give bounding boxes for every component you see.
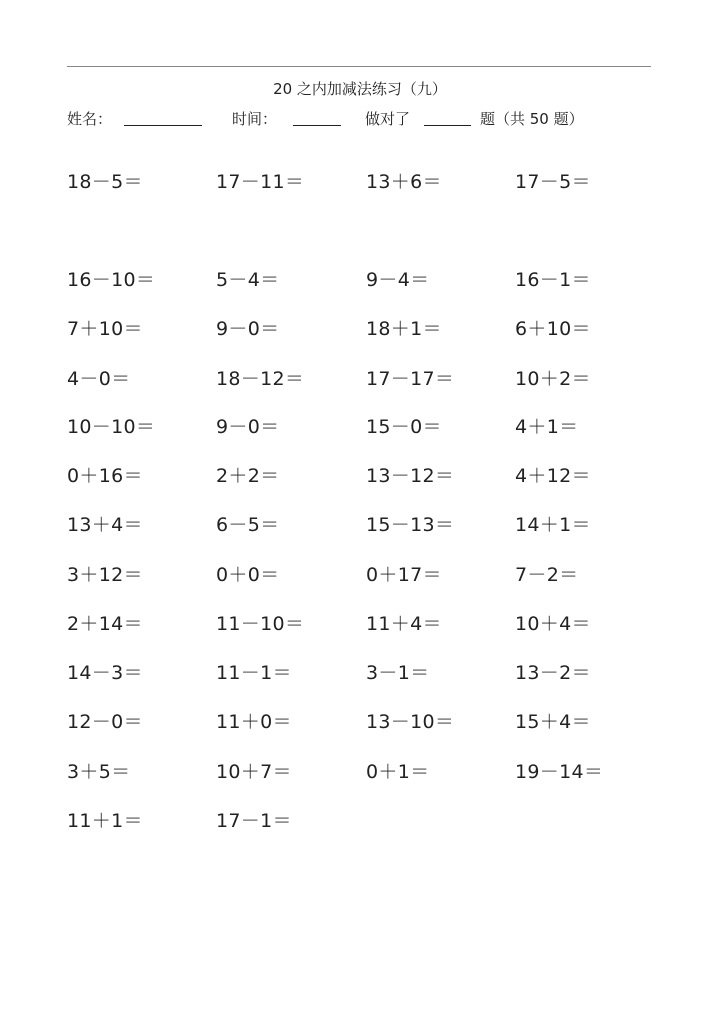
problem-r3-c4: 6＋10＝ [515,318,591,340]
problem-r12-c2: 10＋7＝ [216,761,292,783]
problem-r4-c2: 18－12＝ [216,368,305,390]
problem-r8-c3: 0＋17＝ [366,564,442,586]
problem-r12-c4: 19－14＝ [515,761,604,783]
problem-r8-c1: 3＋12＝ [67,564,143,586]
problem-r1-c4: 17－5＝ [515,171,591,193]
problem-r10-c1: 14－3＝ [67,662,143,684]
problem-r7-c3: 15－13＝ [366,514,455,536]
problem-r12-c1: 3＋5＝ [67,761,131,783]
problem-r11-c3: 13－10＝ [366,711,455,733]
problem-r7-c4: 14＋1＝ [515,514,591,536]
problem-r5-c3: 15－0＝ [366,416,442,438]
problem-r9-c4: 10＋4＝ [515,613,591,635]
problem-r9-c2: 11－10＝ [216,613,305,635]
total-label: 题（共 50 题） [480,110,584,128]
worksheet-title: 20 之内加减法练习（九） [273,80,447,98]
problem-r6-c3: 13－12＝ [366,465,455,487]
problem-r13-c1: 11＋1＝ [67,810,143,832]
problem-r5-c2: 9－0＝ [216,416,280,438]
problem-r8-c4: 7－2＝ [515,564,579,586]
problem-r2-c2: 5－4＝ [216,269,280,291]
problem-r12-c3: 0＋1＝ [366,761,430,783]
problem-r9-c1: 2＋14＝ [67,613,143,635]
problem-r10-c3: 3－1＝ [366,662,430,684]
problem-r11-c4: 15＋4＝ [515,711,591,733]
problem-r1-c1: 18－5＝ [67,171,143,193]
problem-r13-c2: 17－1＝ [216,810,292,832]
problem-r4-c1: 4－0＝ [67,368,131,390]
problem-r11-c1: 12－0＝ [67,711,143,733]
problem-r5-c1: 10－10＝ [67,416,156,438]
problem-r3-c1: 7＋10＝ [67,318,143,340]
name-label: 姓名： [67,110,113,128]
problem-r8-c2: 0＋0＝ [216,564,280,586]
problem-r2-c1: 16－10＝ [67,269,156,291]
problem-r7-c2: 6－5＝ [216,514,280,536]
correct-label: 做对了 [365,110,411,128]
problem-r10-c4: 13－2＝ [515,662,591,684]
problem-r9-c3: 11＋4＝ [366,613,442,635]
problem-r2-c3: 9－4＝ [366,269,430,291]
problem-r10-c2: 11－1＝ [216,662,292,684]
problem-r2-c4: 16－1＝ [515,269,591,291]
problem-r4-c3: 17－17＝ [366,368,455,390]
problem-r6-c4: 4＋12＝ [515,465,591,487]
problem-r3-c2: 9－0＝ [216,318,280,340]
problem-r4-c4: 10＋2＝ [515,368,591,390]
problem-r3-c3: 18＋1＝ [366,318,442,340]
problem-r6-c1: 0＋16＝ [67,465,143,487]
time-label: 时间： [232,110,278,128]
problem-r5-c4: 4＋1＝ [515,416,579,438]
problem-r1-c2: 17－11＝ [216,171,305,193]
problem-r7-c1: 13＋4＝ [67,514,143,536]
problem-r6-c2: 2＋2＝ [216,465,280,487]
problem-r1-c3: 13＋6＝ [366,171,442,193]
problem-r11-c2: 11＋0＝ [216,711,292,733]
